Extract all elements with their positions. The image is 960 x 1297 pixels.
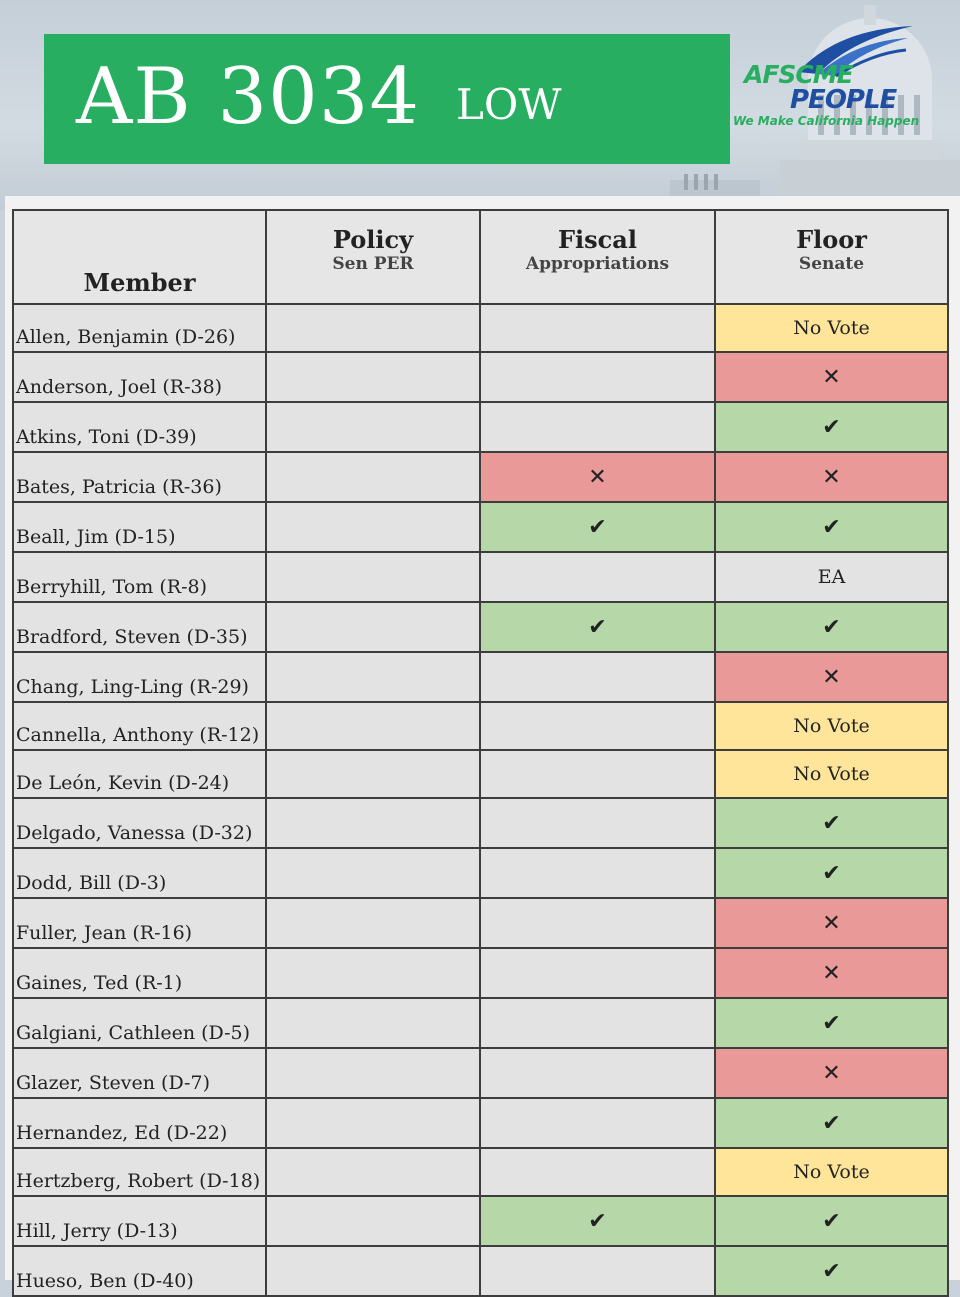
member-name-cell [13,452,266,502]
floor-vote-cell [715,898,948,948]
table-row [13,402,948,452]
floor-vote-cell [715,948,948,998]
logo-people-text: PEOPLE [790,85,897,115]
floor-vote-cell [715,452,948,502]
member-name: Glazer, Steven (D-7) [16,1072,210,1094]
fiscal-vote-cell [480,452,715,502]
member-name: Hill, Jerry (D-13) [16,1220,178,1242]
check-icon: ✔ [588,614,607,640]
policy-vote-cell [266,1246,480,1296]
rating-label: LOW [456,80,562,129]
logo-tagline: We Make California Happen [733,114,920,128]
floor-vote-cell [715,998,948,1048]
member-name: Atkins, Toni (D-39) [16,426,197,448]
column-header-fiscal: Fiscal Appropriations [480,210,715,304]
table-row [13,652,948,702]
floor-vote-cell [715,798,948,848]
policy-vote-cell [266,798,480,848]
member-name-cell [13,1048,266,1098]
table-row [13,1098,948,1148]
member-name-cell [13,948,266,998]
floor-vote-cell [715,402,948,452]
policy-vote-cell [266,1148,480,1196]
column-header-floor: Floor Senate [715,210,948,304]
table-row [13,848,948,898]
x-icon: ✕ [822,910,841,936]
floor-vote-cell [715,1098,948,1148]
member-name: De León, Kevin (D-24) [16,772,230,794]
floor-vote-cell [715,652,948,702]
fiscal-vote-cell [480,702,715,750]
member-name-cell [13,502,266,552]
member-name: Anderson, Joel (R-38) [16,376,223,398]
member-name: Hertzberg, Robert (D-18) [16,1170,261,1192]
fiscal-vote-cell [480,848,715,898]
member-name-cell [13,352,266,402]
fiscal-vote-cell [480,402,715,452]
floor-vote-value: No Vote [793,317,870,339]
table-row [13,702,948,750]
table-row [13,750,948,798]
member-name-cell [13,798,266,848]
policy-vote-cell [266,452,480,502]
fiscal-vote-cell [480,552,715,602]
floor-vote-value: No Vote [793,1161,870,1183]
policy-vote-cell [266,552,480,602]
policy-vote-cell [266,1098,480,1148]
fiscal-vote-cell [480,948,715,998]
policy-vote-cell [266,948,480,998]
table-row [13,502,948,552]
check-icon: ✔ [822,1208,841,1234]
table-row [13,552,948,602]
table-row [13,998,948,1048]
policy-vote-cell [266,652,480,702]
member-name: Hernandez, Ed (D-22) [16,1122,228,1144]
policy-vote-cell [266,702,480,750]
member-name-cell [13,1098,266,1148]
policy-vote-cell [266,602,480,652]
x-icon: ✕ [822,464,841,490]
member-name-cell [13,848,266,898]
member-name-cell [13,1148,266,1196]
policy-vote-cell [266,848,480,898]
floor-vote-cell [715,750,948,798]
policy-vote-cell [266,304,480,352]
floor-vote-value: EA [817,566,846,588]
fiscal-vote-cell [480,898,715,948]
member-name: Galgiani, Cathleen (D-5) [16,1022,251,1044]
check-icon: ✔ [822,860,841,886]
fiscal-vote-cell [480,1048,715,1098]
member-name-cell [13,652,266,702]
check-icon: ✔ [822,414,841,440]
floor-vote-cell [715,702,948,750]
building-roof-image [670,172,760,198]
policy-vote-cell [266,998,480,1048]
x-icon: ✕ [822,664,841,690]
fiscal-vote-cell [480,750,715,798]
fiscal-vote-cell [480,1148,715,1196]
member-name: Gaines, Ted (R-1) [16,972,183,994]
member-name-cell [13,402,266,452]
member-name-cell [13,998,266,1048]
member-name: Hueso, Ben (D-40) [16,1270,194,1292]
floor-vote-cell [715,1048,948,1098]
member-name: Dodd, Bill (D-3) [16,872,167,894]
fiscal-vote-cell [480,652,715,702]
member-name: Fuller, Jean (R-16) [16,922,193,944]
member-name: Berryhill, Tom (R-8) [16,576,207,598]
policy-vote-cell [266,502,480,552]
member-name-cell [13,304,266,352]
vote-table [12,209,949,1297]
member-name-cell [13,702,266,750]
table-row [13,304,948,352]
table-row [13,798,948,848]
fiscal-vote-cell [480,1098,715,1148]
table-row [13,1196,948,1246]
floor-vote-cell [715,552,948,602]
member-name-cell [13,898,266,948]
floor-vote-value: No Vote [793,715,870,737]
policy-vote-cell [266,750,480,798]
logo-afscme-text: AFSCME [744,60,853,89]
check-icon: ✔ [822,614,841,640]
column-header-policy: Policy Sen PER [266,210,480,304]
fiscal-vote-cell [480,502,715,552]
floor-vote-cell [715,502,948,552]
floor-vote-cell [715,352,948,402]
floor-vote-cell [715,1196,948,1246]
check-icon: ✔ [822,1010,841,1036]
table-row [13,948,948,998]
check-icon: ✔ [588,1208,607,1234]
table-row [13,602,948,652]
table-row [13,898,948,948]
x-icon: ✕ [822,1060,841,1086]
floor-vote-cell [715,1246,948,1296]
column-header-member: Member [13,210,266,304]
fiscal-vote-cell [480,352,715,402]
fiscal-vote-cell [480,798,715,848]
policy-vote-cell [266,352,480,402]
member-name: Beall, Jim (D-15) [16,526,176,548]
floor-vote-cell [715,1148,948,1196]
afscme-people-logo [728,20,960,140]
floor-vote-cell [715,602,948,652]
x-icon: ✕ [822,364,841,390]
policy-vote-cell [266,1196,480,1246]
member-name: Chang, Ling-Ling (R-29) [16,676,249,698]
table-row [13,452,948,502]
floor-vote-cell [715,304,948,352]
fiscal-vote-cell [480,1246,715,1296]
check-icon: ✔ [822,514,841,540]
member-name-cell [13,552,266,602]
member-name-cell [13,750,266,798]
member-name-cell [13,1196,266,1246]
check-icon: ✔ [822,1258,841,1284]
bill-number: AB 3034 [76,52,420,142]
table-row [13,1246,948,1296]
vote-table-container [5,196,960,1292]
fiscal-vote-cell [480,304,715,352]
policy-vote-cell [266,1048,480,1098]
member-name-cell [13,602,266,652]
policy-vote-cell [266,898,480,948]
table-header-row [13,210,948,304]
fiscal-vote-cell [480,998,715,1048]
x-icon: ✕ [822,960,841,986]
table-body [13,304,948,1296]
floor-vote-value: No Vote [793,763,870,785]
member-name: Bradford, Steven (D-35) [16,626,248,648]
check-icon: ✔ [822,1110,841,1136]
floor-vote-cell [715,848,948,898]
fiscal-vote-cell [480,602,715,652]
member-name-cell [13,1246,266,1296]
x-icon: ✕ [588,464,607,490]
check-icon: ✔ [588,514,607,540]
table-row [13,352,948,402]
table-row [13,1048,948,1098]
member-name: Allen, Benjamin (D-26) [16,326,236,348]
title-banner [44,34,730,164]
member-name: Delgado, Vanessa (D-32) [16,822,253,844]
policy-vote-cell [266,402,480,452]
member-name: Bates, Patricia (R-36) [16,476,222,498]
member-name: Cannella, Anthony (R-12) [16,724,260,746]
fiscal-vote-cell [480,1196,715,1246]
table-row [13,1148,948,1196]
check-icon: ✔ [822,810,841,836]
